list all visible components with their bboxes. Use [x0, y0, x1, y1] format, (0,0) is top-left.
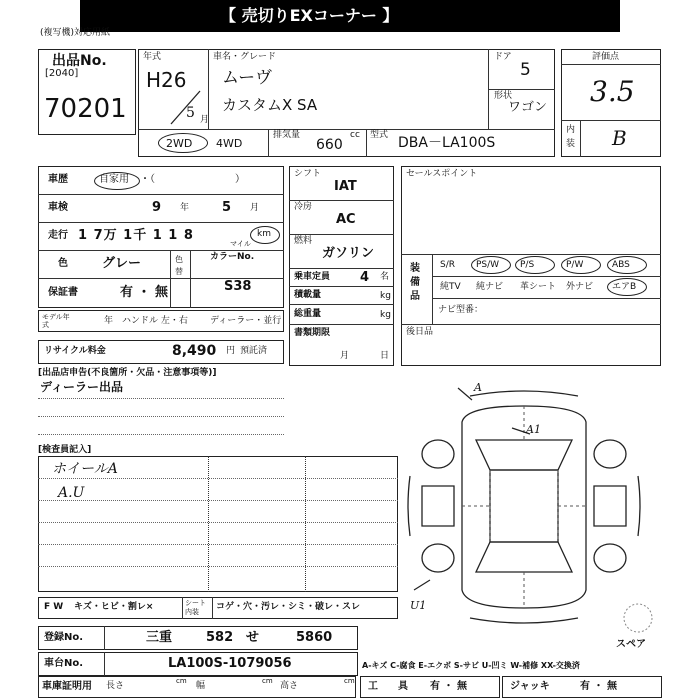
lot-number: 70201	[44, 94, 127, 124]
name-maker: ムーヴ	[222, 68, 273, 88]
fw-items: キズ・ヒビ・割レ×	[74, 602, 154, 612]
color-code: S38	[224, 279, 252, 294]
equipment-label: 装備品	[410, 263, 420, 302]
year-label: 年式	[143, 52, 162, 62]
fuel-label: 燃料	[294, 236, 313, 246]
spare-label: スペア	[616, 639, 646, 650]
legend-text: A-キズ C-腐食 E-エクボ S-サビ U-凹ミ W-補修 XX-交換済	[362, 661, 580, 670]
history-rest: ・（ ）	[140, 174, 245, 185]
equipment-item: 純TV	[440, 282, 461, 292]
color-label: 色	[58, 258, 68, 269]
year-month: 5	[186, 105, 195, 121]
chassis-value: LA100S-1079056	[168, 656, 292, 671]
ac-label: 冷房	[294, 202, 313, 212]
shape-label: 形状	[494, 91, 513, 101]
color-code-label: カラーNo.	[210, 252, 255, 262]
equipment-circle	[471, 256, 511, 274]
defects-label: [出品店申告(不良箇所・欠品・注意事項等)]	[38, 368, 217, 378]
shape-value: ワゴン	[508, 100, 548, 115]
warranty-label: 保証書	[48, 287, 78, 298]
inspection-year: 9	[152, 200, 162, 215]
cert-height: 高さ	[280, 681, 299, 691]
cert-len: 長さ	[106, 681, 125, 691]
cert-cm-3: cm	[344, 677, 355, 685]
equipment-item: 革シート	[520, 282, 557, 292]
diagram-mark-a: A	[474, 381, 482, 394]
type-value: DBA－LA100S	[398, 135, 496, 151]
inspection-year-unit: 年	[180, 203, 190, 213]
equipment-item: PS/W	[476, 260, 500, 270]
displacement-label: 排気量	[273, 130, 301, 140]
equipment-circle	[607, 278, 647, 296]
fw-label: F W	[44, 602, 64, 612]
registration-class: 582	[206, 630, 234, 645]
header-subnote: (複写機)対応用紙	[40, 28, 111, 38]
slash-mark	[165, 88, 205, 128]
inspection-month-unit: 月	[250, 203, 260, 213]
displacement-value: 660	[316, 137, 343, 153]
type-label: 型式	[370, 130, 389, 140]
model-dealer: ディーラー・並行	[210, 316, 282, 326]
model-year-unit: 年	[104, 316, 114, 326]
shift-value: IAT	[334, 179, 357, 194]
cert-label: 車庫証明用	[42, 681, 92, 692]
doors-label: ドア	[494, 52, 512, 62]
equipment-item: 外ナビ	[566, 282, 594, 292]
interior-label-1: 内	[566, 125, 576, 135]
mileage-mile: マイル	[230, 240, 251, 248]
header-title: 【 売切りEXコーナー 】	[220, 6, 399, 25]
interior-value: B	[612, 126, 627, 150]
inspector-note-1: ホイールA	[52, 461, 118, 477]
drive-4wd: 4WD	[216, 137, 243, 150]
recycle-label: リサイクル料金	[44, 346, 106, 356]
jack-value: 有 ・ 無	[580, 681, 617, 692]
registration-label: 登録No.	[44, 632, 84, 643]
model-label: モデル年式	[42, 313, 70, 329]
navi-label: ナビ型番：	[438, 305, 484, 315]
deadline-label: 書類期限	[294, 328, 331, 338]
seat-items: コゲ・穴・汚レ・シミ・破レ・スレ	[216, 602, 361, 612]
tools-value: 有 ・ 無	[430, 681, 467, 692]
seat-label: シート内装	[185, 599, 206, 616]
history-value: 自家用	[99, 174, 129, 185]
cert-cm-2: cm	[262, 677, 273, 685]
weight-unit: kg	[380, 310, 391, 320]
capacity-unit: 名	[380, 272, 390, 282]
drive-2wd: 2WD	[166, 137, 193, 150]
equipment-item: エアB	[612, 282, 637, 292]
score-label: 評価点	[592, 52, 620, 62]
weight-label: 総重量	[294, 309, 322, 319]
equipment-item: S/R	[440, 260, 455, 270]
equipment-item: P/W	[566, 260, 584, 270]
recycle-unit: 円	[226, 346, 236, 356]
inspection-month: 5	[222, 200, 232, 215]
equipment-item: ABS	[612, 260, 630, 270]
recycle-value: 8,490	[172, 343, 217, 359]
jack-label: ジャッキ	[510, 681, 550, 692]
model-handle: ハンドル 左・右	[122, 316, 188, 326]
ac-value: AC	[336, 212, 356, 227]
registration-kana: せ	[246, 630, 260, 645]
chassis-label: 車台No.	[44, 658, 84, 669]
warranty-value: 有 ・ 無	[120, 285, 169, 300]
color-change: 色替	[175, 255, 183, 276]
equipment-circle	[607, 256, 647, 274]
load-unit: kg	[380, 291, 391, 301]
deadline-day: 日	[380, 351, 390, 361]
defects-dealer: ディーラー出品	[40, 380, 124, 394]
mileage-label: 走行	[48, 230, 68, 241]
equipment-item: 純ナビ	[476, 282, 504, 292]
after-label: 後日品	[406, 327, 434, 337]
car-damage-diagram	[400, 376, 662, 646]
registration-area: 三重	[146, 630, 173, 645]
name-label: 車名・グレード	[213, 52, 277, 62]
capacity-label: 乗車定員	[294, 272, 331, 282]
cc-unit: cc	[350, 130, 360, 140]
lot-label: 出品No.	[52, 53, 107, 69]
history-label: 車歴	[48, 174, 68, 185]
cert-width: 幅	[196, 681, 206, 691]
shift-label: シフト	[294, 169, 322, 179]
deadline-unit: 月	[340, 351, 350, 361]
tools-label: 工 具	[368, 681, 408, 692]
cert-cm-1: cm	[176, 677, 187, 685]
fuel-value: ガソリン	[322, 246, 375, 261]
year-era: H26	[146, 68, 187, 92]
equipment-circle	[561, 256, 601, 274]
mileage-unit: km	[257, 229, 271, 239]
lot-small: [2040]	[45, 68, 79, 79]
name-grade: カスタムX SA	[222, 96, 318, 114]
year-month-unit: 月	[200, 115, 210, 125]
diagram-mark-ai: A1	[526, 423, 541, 436]
equipment-circle	[515, 256, 555, 274]
sales-point-label: セールスポイント	[406, 169, 478, 179]
capacity-value: 4	[360, 270, 370, 285]
registration-number: 5860	[296, 630, 333, 645]
score-value: 3.5	[590, 75, 635, 108]
diagram-mark-u: U1	[410, 599, 427, 612]
doors-value: 5	[520, 60, 531, 80]
equipment-item: P/S	[520, 260, 535, 270]
load-label: 積載量	[294, 290, 322, 300]
color-value: グレー	[102, 256, 142, 271]
mileage-digits: 1 7万 1千 1 1 8	[78, 228, 194, 243]
recycle-note: 預託済	[240, 346, 268, 356]
inspection-label: 車検	[48, 202, 68, 213]
inspector-note-2: A.U	[58, 485, 85, 501]
interior-label-2: 装	[566, 139, 576, 149]
inspector-label: [検査員記入]	[38, 445, 92, 455]
